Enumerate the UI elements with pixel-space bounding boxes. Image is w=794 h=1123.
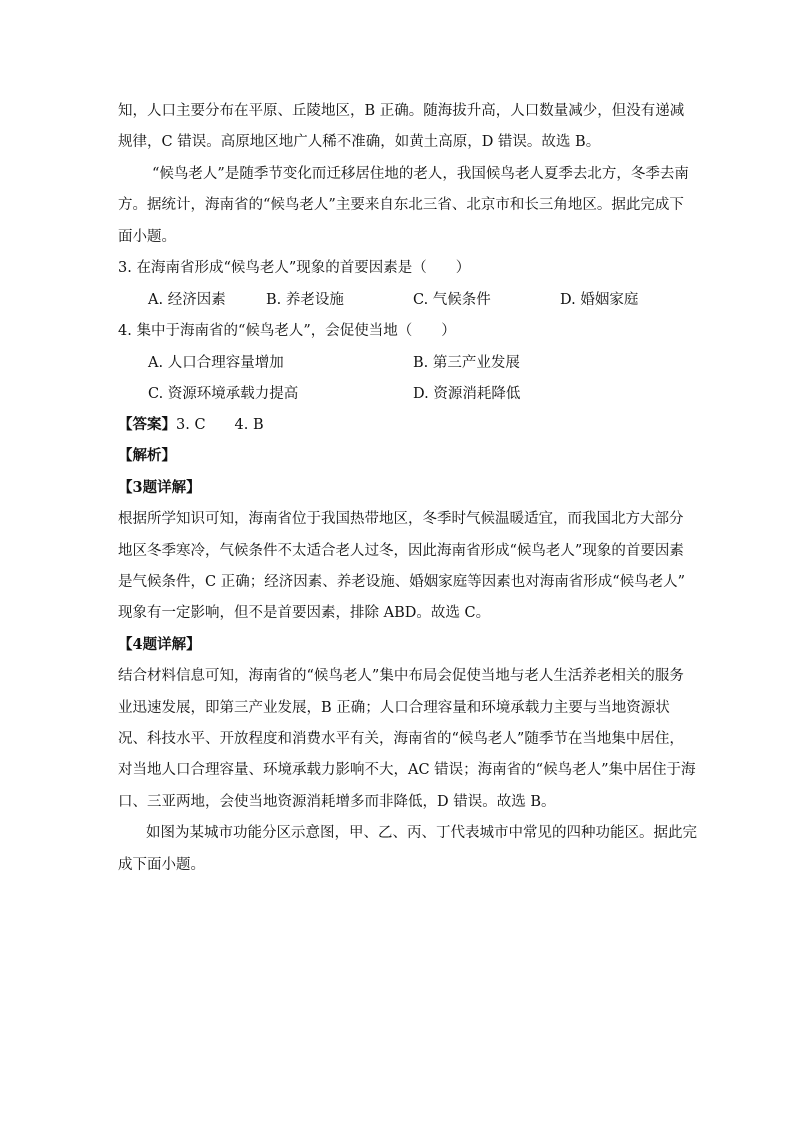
detail-3-line-2: 地区冬季寒冷，气候条件不太适合老人过冬，因此海南省形成“候鸟老人”现象的首要因素 (118, 543, 684, 559)
detail-3-line-3: 是气候条件，C 正确；经济因素、养老设施、婚姻家庭等因素也对海南省形成“候鸟老人” (118, 574, 686, 590)
detail-4-line-3: 况、科技水平、开放程度和消费水平有关，海南省的“候鸟老人”随季节在当地集中居住， (118, 731, 684, 747)
material-line-2: 方。据统计，海南省的“候鸟老人”主要来自东北三省、北京市和长三角地区。据此完成下 (118, 197, 684, 213)
question-3-option-d: D. 婚姻家庭 (560, 292, 639, 308)
detail-4-line-2: 业迅速发展，即第三产业发展，B 正确；人口合理容量和环境承载力主要与当地资源状 (118, 700, 670, 716)
question-4-stem: 4. 集中于海南省的“候鸟老人”，会促使当地（ ） (118, 323, 456, 339)
detail-4-line-1: 结合材料信息可知，海南省的“候鸟老人”集中布局会促使当地与老人生活养老相关的服务 (118, 668, 684, 684)
analysis-label: 【解析】 (118, 447, 176, 464)
question-3-option-a: A. 经济因素 (148, 292, 226, 308)
detail-3-line-1: 根据所学知识可知，海南省位于我国热带地区，冬季时气候温暖适宜，而我国北方大部分 (118, 511, 684, 527)
material-line-1: “候鸟老人”是随季节变化而迁移居住地的老人，我国候鸟老人夏季去北方，冬季去南 (152, 166, 689, 182)
question-4-option-d: D. 资源消耗降低 (413, 386, 521, 402)
material-line-3: 面小题。 (118, 229, 176, 245)
next-material-line-1: 如图为某城市功能分区示意图，甲、乙、丙、丁代表城市中常见的四种功能区。据此完 (146, 825, 697, 841)
question-3-option-b: B. 养老设施 (266, 292, 344, 308)
question-4-option-a: A. 人口合理容量增加 (148, 355, 284, 371)
detail-4-label: 【4题详解】 (118, 636, 201, 653)
answer-label: 【答案】 (118, 416, 176, 433)
detail-4-line-4: 对当地人口合理容量、环境承载力影响不大，AC 错误；海南省的“候鸟老人”集中居住于海 (118, 762, 696, 778)
intro-line-1: 知，人口主要分布在平原、丘陵地区，B 正确。随海拔升高，人口数量减少，但没有递减 (118, 103, 685, 119)
detail-3-label: 【3题详解】 (118, 479, 201, 496)
question-4-option-b: B. 第三产业发展 (413, 355, 520, 371)
answer-line (118, 415, 264, 435)
question-3-option-c: C. 气候条件 (413, 292, 491, 308)
answer-text: 3. C 4. B (176, 417, 264, 433)
next-material-line-2: 成下面小题。 (118, 857, 205, 873)
question-4-option-c: C. 资源环境承载力提高 (148, 386, 299, 402)
detail-4-line-5: 口、三亚两地，会使当地资源消耗增多而非降低，D 错误。故选 B。 (118, 794, 556, 810)
question-3-stem: 3. 在海南省形成“候鸟老人”现象的首要因素是（ ） (118, 260, 471, 276)
intro-line-2: 规律，C 错误。高原地区地广人稀不准确，如黄土高原，D 错误。故选 B。 (118, 134, 601, 150)
detail-3-line-4: 现象有一定影响，但不是首要因素，排除 ABD。故选 C。 (118, 605, 491, 621)
